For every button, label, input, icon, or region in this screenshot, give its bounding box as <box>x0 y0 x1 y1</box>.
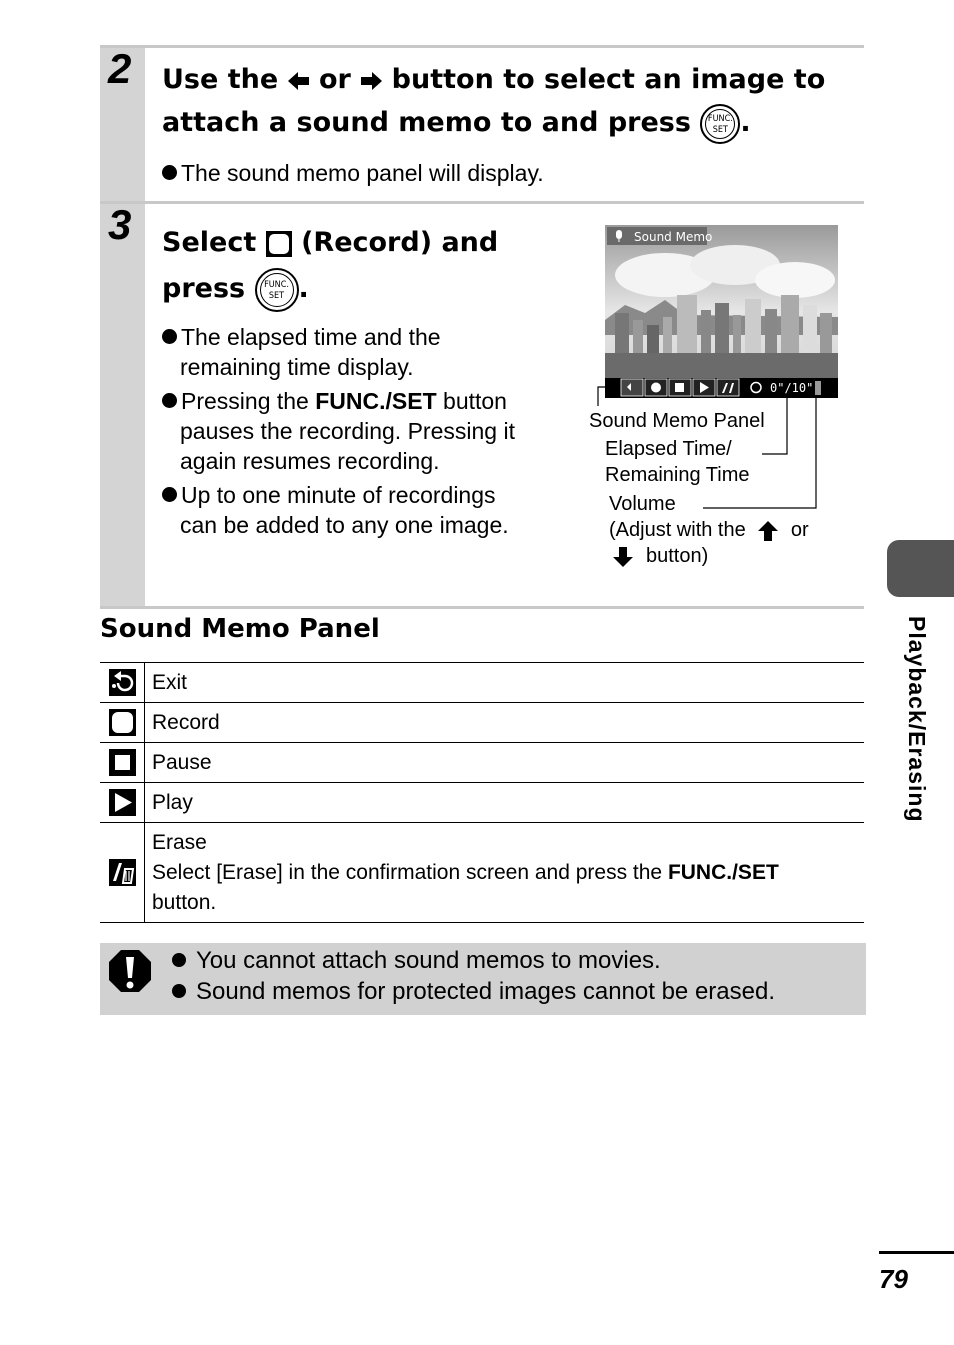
func-set-icon: FUNC. SET <box>255 268 299 312</box>
step-title: Select (Record) and press FUNC. SET . <box>162 220 498 312</box>
row-label: Erase <box>152 830 207 854</box>
title-text: attach a sound memo to and press <box>162 107 691 138</box>
title-text: button to select an image to <box>391 64 826 95</box>
pause-icon <box>109 749 136 776</box>
record-icon <box>266 231 292 257</box>
bullet-item: The elapsed time and the remaining time display. <box>162 322 441 382</box>
caution-box <box>100 943 866 1015</box>
up-arrow-icon <box>757 520 779 542</box>
title-text: or <box>318 64 351 95</box>
caution-item: You cannot attach sound memos to movies. <box>172 946 661 976</box>
callout-elapsed-time: Elapsed Time/ <box>605 438 732 460</box>
elapsed-counter: 0"/10" <box>770 381 814 395</box>
step-number: 2 <box>108 45 132 92</box>
page-number-rule <box>879 1251 954 1254</box>
page-number: 79 <box>879 1264 908 1294</box>
step-2 <box>100 45 864 203</box>
table-row <box>100 703 864 743</box>
step-number-column <box>100 201 145 606</box>
play-icon <box>109 789 136 816</box>
right-arrow-icon <box>360 71 382 91</box>
bullet-item: The sound memo panel will display. <box>162 158 544 188</box>
row-description: Select [Erase] in the confirmation screen and press the FUNC./SET <box>152 860 779 884</box>
table-row <box>100 783 864 823</box>
callout-sound-memo-panel: Sound Memo Panel <box>589 410 765 432</box>
step-title: Use the or button to select an image to attach a sound memo to and press FUNC. SET . <box>162 58 825 144</box>
row-label: Record <box>145 703 865 743</box>
exit-icon <box>109 669 136 696</box>
row-description-end: button. <box>152 890 217 914</box>
down-arrow-icon <box>612 546 634 568</box>
row-label: Exit <box>145 663 865 703</box>
callout-adjust-line: (Adjust with the or <box>609 519 809 541</box>
table-row <box>100 663 864 703</box>
section-tab-label: Playback/Erasing <box>904 616 930 823</box>
bullet-item: Pressing the FUNC./SET button pauses the recording. Pressing it again resumes recording. <box>162 386 515 476</box>
camera-screen-image <box>605 225 838 398</box>
callout-volume: Volume <box>609 493 676 515</box>
bullet-item: Up to one minute of recordings can be added to any one image. <box>162 480 509 540</box>
func-set-icon: FUNC. SET <box>700 104 740 144</box>
screen-header: Sound Memo <box>634 230 713 244</box>
table-row <box>100 823 864 923</box>
caution-icon <box>107 948 153 994</box>
sound-memo-panel-table <box>100 662 864 923</box>
step-number-column <box>100 45 145 203</box>
caution-item: Sound memos for protected images cannot be erased. <box>172 977 775 1007</box>
callout-remaining-time: Remaining Time <box>605 464 750 486</box>
city-photo <box>605 225 838 398</box>
section-tab <box>887 540 954 597</box>
left-arrow-icon <box>288 71 310 91</box>
callout-adjust-line-2: button) <box>612 543 708 569</box>
row-label: Pause <box>145 743 865 783</box>
title-text: Use the <box>162 64 279 95</box>
record-icon <box>109 709 136 736</box>
table-row <box>100 743 864 783</box>
erase-icon <box>109 859 136 886</box>
section-title: Sound Memo Panel <box>100 614 380 644</box>
step-number: 3 <box>108 201 132 248</box>
row-label: Play <box>145 783 865 823</box>
